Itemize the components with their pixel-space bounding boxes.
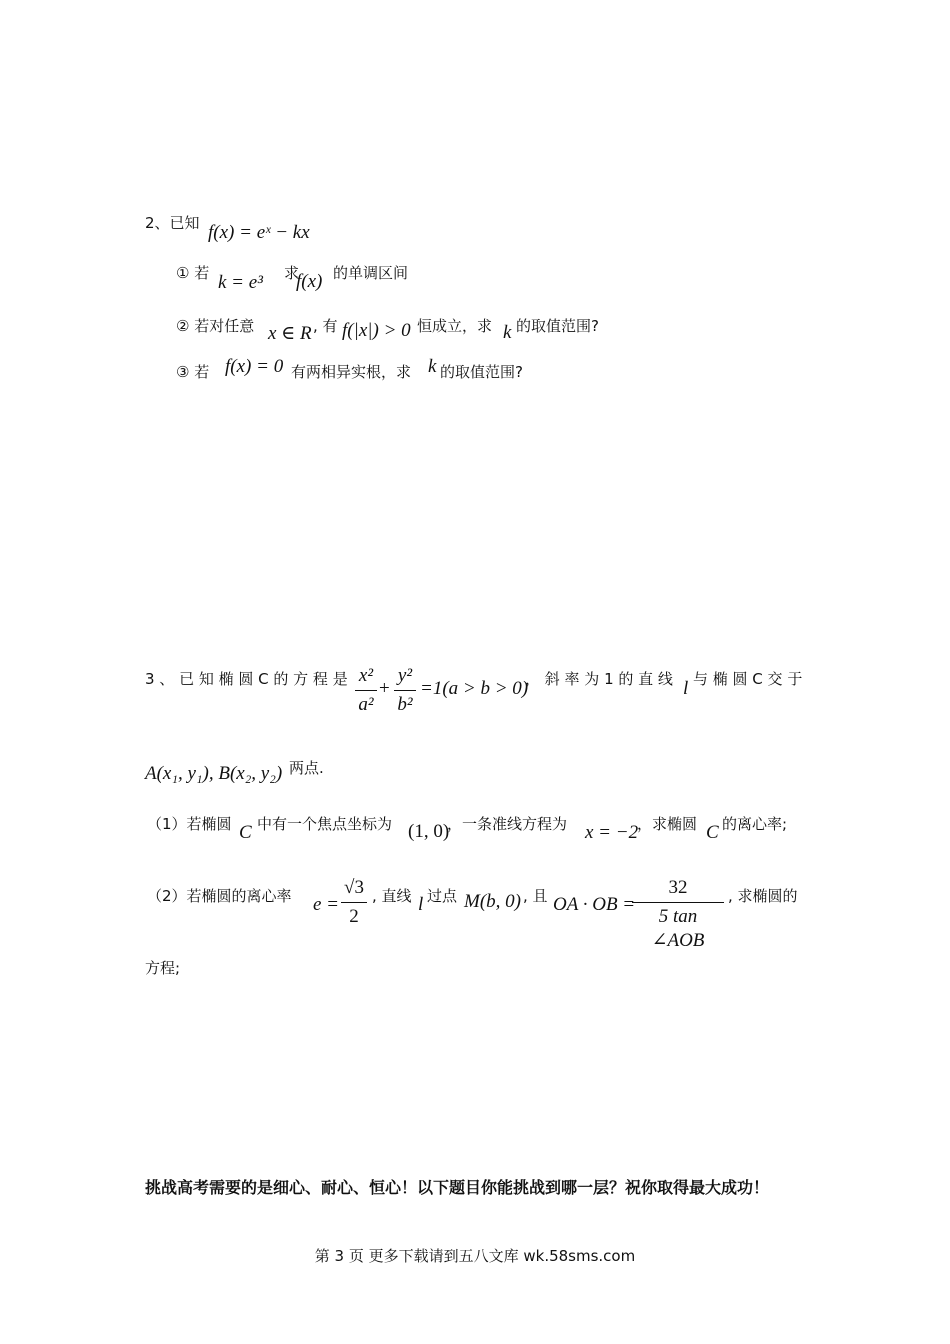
fraction-y-numerator: y² — [397, 665, 413, 686]
problem3-p1-focus: (1, 0) — [408, 821, 450, 842]
fraction-x-numerator: x² — [358, 665, 374, 686]
eccentricity-denominator: 2 — [349, 906, 359, 927]
problem2-q1-mid: 求 — [284, 264, 300, 282]
problem3-after-equation: ， 斜 率 为 1 的 直 线 — [525, 670, 673, 688]
problem3-p1-mid: 中有一个焦点坐标为 — [257, 815, 393, 833]
problem2-q3-k: k — [428, 356, 437, 377]
problem2-q1-condition: k = e³ — [218, 272, 263, 293]
problem2-q2-end: 的取值范围? — [516, 317, 599, 335]
page-footer: 第 3 页 更多下载请到五八文库 wk.58sms.com — [314, 1247, 636, 1265]
problem2-q1-prefix: ① 若 — [176, 264, 210, 282]
problem2-q1-function: f(x) — [296, 271, 323, 292]
problem3-p2-dot-product: OA · OB = — [553, 894, 636, 915]
problem3-p2-point-M: M(b, 0) — [464, 891, 521, 912]
fraction-y-denominator: b² — [397, 694, 413, 715]
problem2-q2-condition: x ∈ R — [268, 323, 312, 344]
problem2-q3-prefix: ③ 若 — [176, 363, 210, 381]
problem3-p1-end: 的离心率; — [722, 815, 788, 833]
problem3-p2-rhs-fraction — [632, 876, 724, 953]
problem3-fraction-x — [355, 664, 377, 717]
problem2-q3-end: 的取值范围? — [440, 363, 523, 381]
rhs-denominator: 5 tan ∠AOB — [651, 906, 705, 951]
problem3-p2-mid2: 过点 — [427, 887, 458, 905]
problem2-label: 2、已知 — [145, 214, 200, 232]
problem3-p2-end2: 方程; — [145, 959, 181, 977]
problem3-label: 3 、 已 知 椭 圆 C 的 方 程 是 — [145, 670, 348, 688]
problem3-p1-mid3: ，求椭圆 — [637, 815, 698, 833]
problem3-p2-l: l — [418, 894, 424, 915]
problem3-after-l: 与 椭 圆 C 交 于 — [693, 670, 803, 688]
problem2-q2-mid: , 有 — [313, 317, 338, 335]
problem3-p1-C2: C — [706, 822, 719, 843]
problem3-p1-prefix: （1）若椭圆 — [147, 815, 232, 833]
problem3-line-l: l — [683, 678, 689, 699]
problem3-p1-directrix: x = −2 — [585, 822, 639, 843]
problem3-fraction-y — [394, 664, 416, 717]
problem3-points-suffix: 两点. — [289, 759, 324, 777]
problem3-equation-tail: =1(a > b > 0) — [420, 678, 529, 699]
problem2-q2-prefix: ② 若对任意 — [176, 317, 255, 335]
problem3-p2-mid: , 直线 — [372, 887, 412, 905]
problem2-q3-mid: 有两相异实根，求 — [291, 363, 412, 381]
problem3-p2-eccentricity-fraction — [341, 876, 367, 929]
fraction-x-denominator: a² — [358, 694, 374, 715]
problem2-q2-k: k — [503, 322, 512, 343]
problem3-p2-mid3: , 且 — [523, 887, 548, 905]
problem2-q3-equation: f(x) = 0 — [225, 356, 284, 377]
problem3-p2-end: , 求椭圆的 — [728, 887, 798, 905]
problem2-q2-suffix: 恒成立，求 — [417, 317, 493, 335]
problem3-points: A(x₁, y₁), B(x₂, y₂) — [145, 763, 283, 784]
problem3-p1-C: C — [239, 822, 252, 843]
problem2-q1-suffix: 的单调区间 — [333, 264, 409, 282]
problem3-p1-mid2: ，一条准线方程为 — [447, 815, 568, 833]
challenge-text: 挑战高考需要的是细心、耐心、恒心！以下题目你能挑战到哪一层？祝你取得最大成功！ — [145, 1178, 770, 1197]
eccentricity-numerator: √3 — [344, 877, 364, 898]
problem2-q2-inequality: f(|x|) > 0 — [342, 320, 411, 341]
rhs-numerator: 32 — [668, 877, 688, 898]
problem2-function: f(x) = eˣ − kx — [208, 222, 310, 243]
problem3-p2-prefix: （2）若椭圆的离心率 — [147, 887, 292, 905]
problem3-p2-e: e = — [313, 894, 340, 915]
problem3-plus: + — [379, 678, 390, 699]
